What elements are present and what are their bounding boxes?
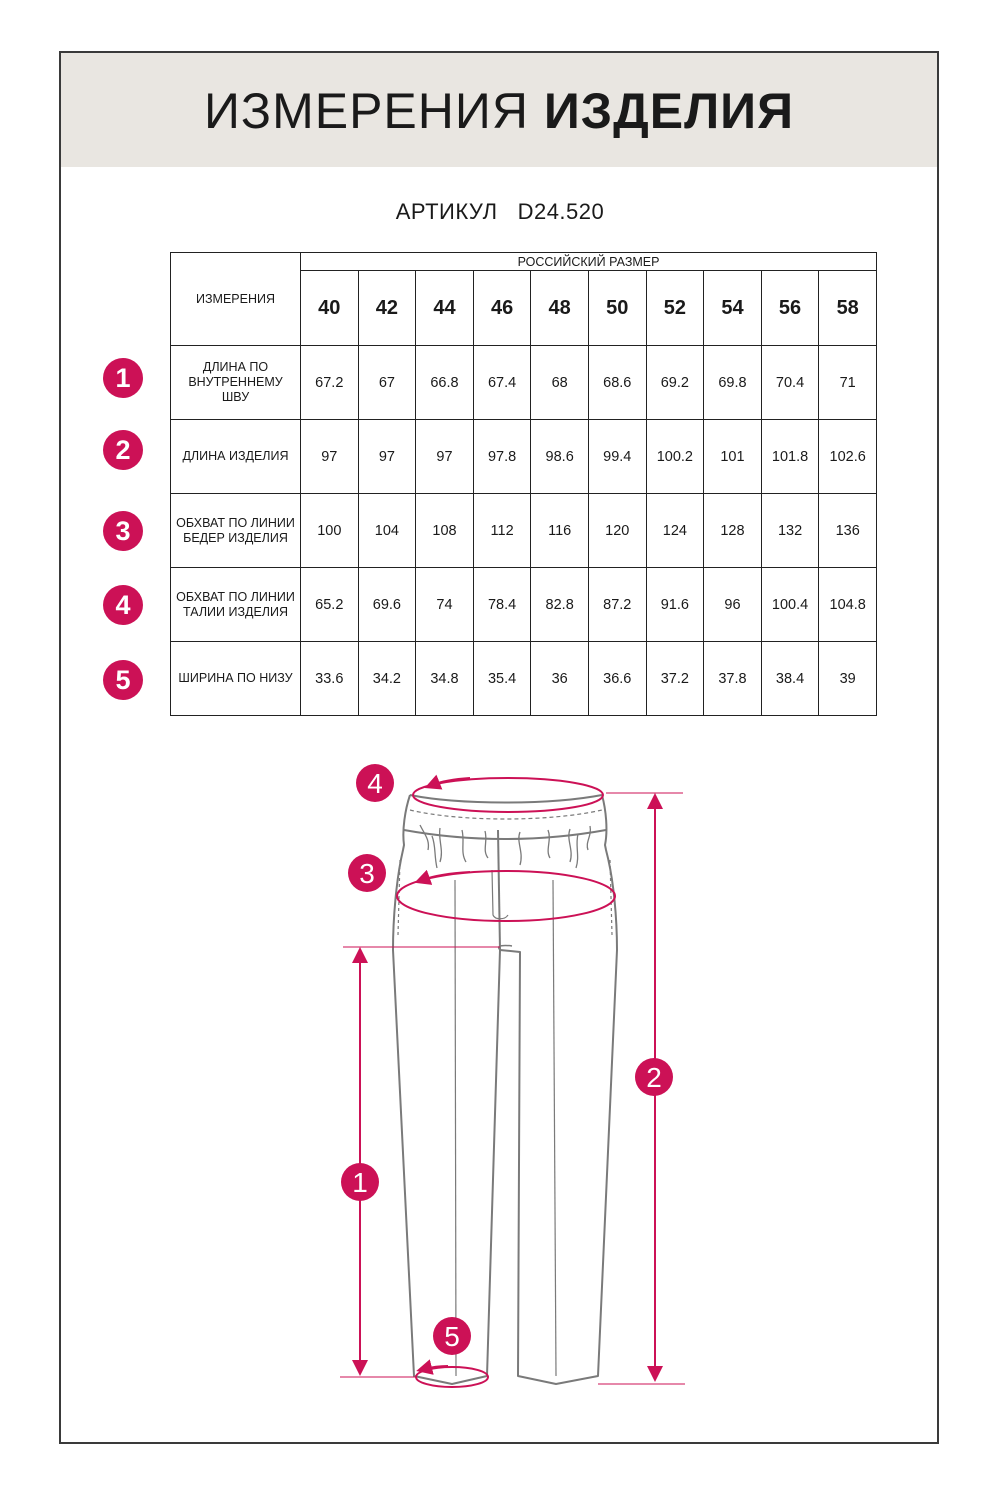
table-cell: 37.2 <box>646 642 704 716</box>
table-cell: 97 <box>358 420 416 494</box>
table-cell: 67.2 <box>301 346 359 420</box>
table-cell: 38.4 <box>761 642 819 716</box>
table-cell: 78.4 <box>473 568 531 642</box>
table-cell: 68 <box>531 346 589 420</box>
corner-label: ИЗМЕРЕНИЯ <box>171 253 301 346</box>
table-cell: 37.8 <box>704 642 762 716</box>
table-cell: 69.2 <box>646 346 704 420</box>
callout-3 <box>348 854 386 892</box>
size-header-42: 42 <box>358 271 416 346</box>
table-cell: 74 <box>416 568 474 642</box>
table-cell: 128 <box>704 494 762 568</box>
table-cell: 69.8 <box>704 346 762 420</box>
row-label: ОБХВАТ ПО ЛИНИИ БЕДЕР ИЗДЕЛИЯ <box>171 494 301 568</box>
table-cell: 70.4 <box>761 346 819 420</box>
size-header-58: 58 <box>819 271 877 346</box>
size-header-46: 46 <box>473 271 531 346</box>
row-badge-5: 5 <box>103 660 143 700</box>
title-bold: ИЗДЕЛИЯ <box>543 83 795 139</box>
callout-2-label: 2 <box>646 1062 662 1093</box>
table-cell: 102.6 <box>819 420 877 494</box>
callout-4 <box>356 764 394 802</box>
size-header-48: 48 <box>531 271 589 346</box>
title-light: ИЗМЕРЕНИЯ <box>203 83 529 139</box>
table-cell: 101.8 <box>761 420 819 494</box>
table-cell: 67 <box>358 346 416 420</box>
table-cell: 97 <box>416 420 474 494</box>
size-header-52: 52 <box>646 271 704 346</box>
size-header-54: 54 <box>704 271 762 346</box>
table-cell: 132 <box>761 494 819 568</box>
table-cell: 68.6 <box>588 346 646 420</box>
table-cell: 67.4 <box>473 346 531 420</box>
row-badge-3: 3 <box>103 511 143 551</box>
article-label: АРТИКУЛ <box>395 199 498 224</box>
table-cell: 99.4 <box>588 420 646 494</box>
table-cell: 35.4 <box>473 642 531 716</box>
table-cell: 124 <box>646 494 704 568</box>
table-cell: 101 <box>704 420 762 494</box>
size-header-44: 44 <box>416 271 474 346</box>
table-cell: 91.6 <box>646 568 704 642</box>
table-cell: 97.8 <box>473 420 531 494</box>
row-badge-4: 4 <box>103 585 143 625</box>
table-cell: 87.2 <box>588 568 646 642</box>
table-cell: 71 <box>819 346 877 420</box>
table-cell: 36.6 <box>588 642 646 716</box>
table-cell: 104 <box>358 494 416 568</box>
size-header-40: 40 <box>301 271 359 346</box>
table-cell: 96 <box>704 568 762 642</box>
row-label: ШИРИНА ПО НИЗУ <box>171 642 301 716</box>
table-cell: 39 <box>819 642 877 716</box>
callout-1 <box>341 1163 379 1201</box>
waist-measurement <box>413 778 603 812</box>
table-cell: 65.2 <box>301 568 359 642</box>
size-header-56: 56 <box>761 271 819 346</box>
table-cell: 100.4 <box>761 568 819 642</box>
table-cell: 34.8 <box>416 642 474 716</box>
table-cell: 33.6 <box>301 642 359 716</box>
table-cell: 116 <box>531 494 589 568</box>
size-header-50: 50 <box>588 271 646 346</box>
table-cell: 97 <box>301 420 359 494</box>
table-cell: 100 <box>301 494 359 568</box>
row-badge-2: 2 <box>103 430 143 470</box>
article-code: D24.520 <box>517 199 605 224</box>
table-cell: 36 <box>531 642 589 716</box>
table-cell: 120 <box>588 494 646 568</box>
callout-5 <box>433 1317 471 1355</box>
table-cell: 136 <box>819 494 877 568</box>
callout-1-label: 1 <box>352 1167 368 1198</box>
table-cell: 112 <box>473 494 531 568</box>
row-label: ДЛИНА ПО ВНУТРЕННЕМУ ШВУ <box>171 346 301 420</box>
pants-outline <box>393 795 617 1384</box>
callout-5-label: 5 <box>444 1321 460 1352</box>
callout-2 <box>635 1058 673 1096</box>
hip-measurement <box>397 871 615 921</box>
length-guides <box>340 793 685 1384</box>
table-cell: 82.8 <box>531 568 589 642</box>
row-label: ДЛИНА ИЗДЕЛИЯ <box>171 420 301 494</box>
size-group-label: РОССИЙСКИЙ РАЗМЕР <box>301 253 877 271</box>
table-cell: 98.6 <box>531 420 589 494</box>
table-cell: 34.2 <box>358 642 416 716</box>
callout-3-label: 3 <box>359 858 375 889</box>
table-cell: 100.2 <box>646 420 704 494</box>
table-cell: 66.8 <box>416 346 474 420</box>
table-cell: 69.6 <box>358 568 416 642</box>
table-cell: 104.8 <box>819 568 877 642</box>
row-badge-1: 1 <box>103 358 143 398</box>
callout-4-label: 4 <box>367 768 383 799</box>
table-cell: 108 <box>416 494 474 568</box>
row-label: ОБХВАТ ПО ЛИНИИ ТАЛИИ ИЗДЕЛИЯ <box>171 568 301 642</box>
